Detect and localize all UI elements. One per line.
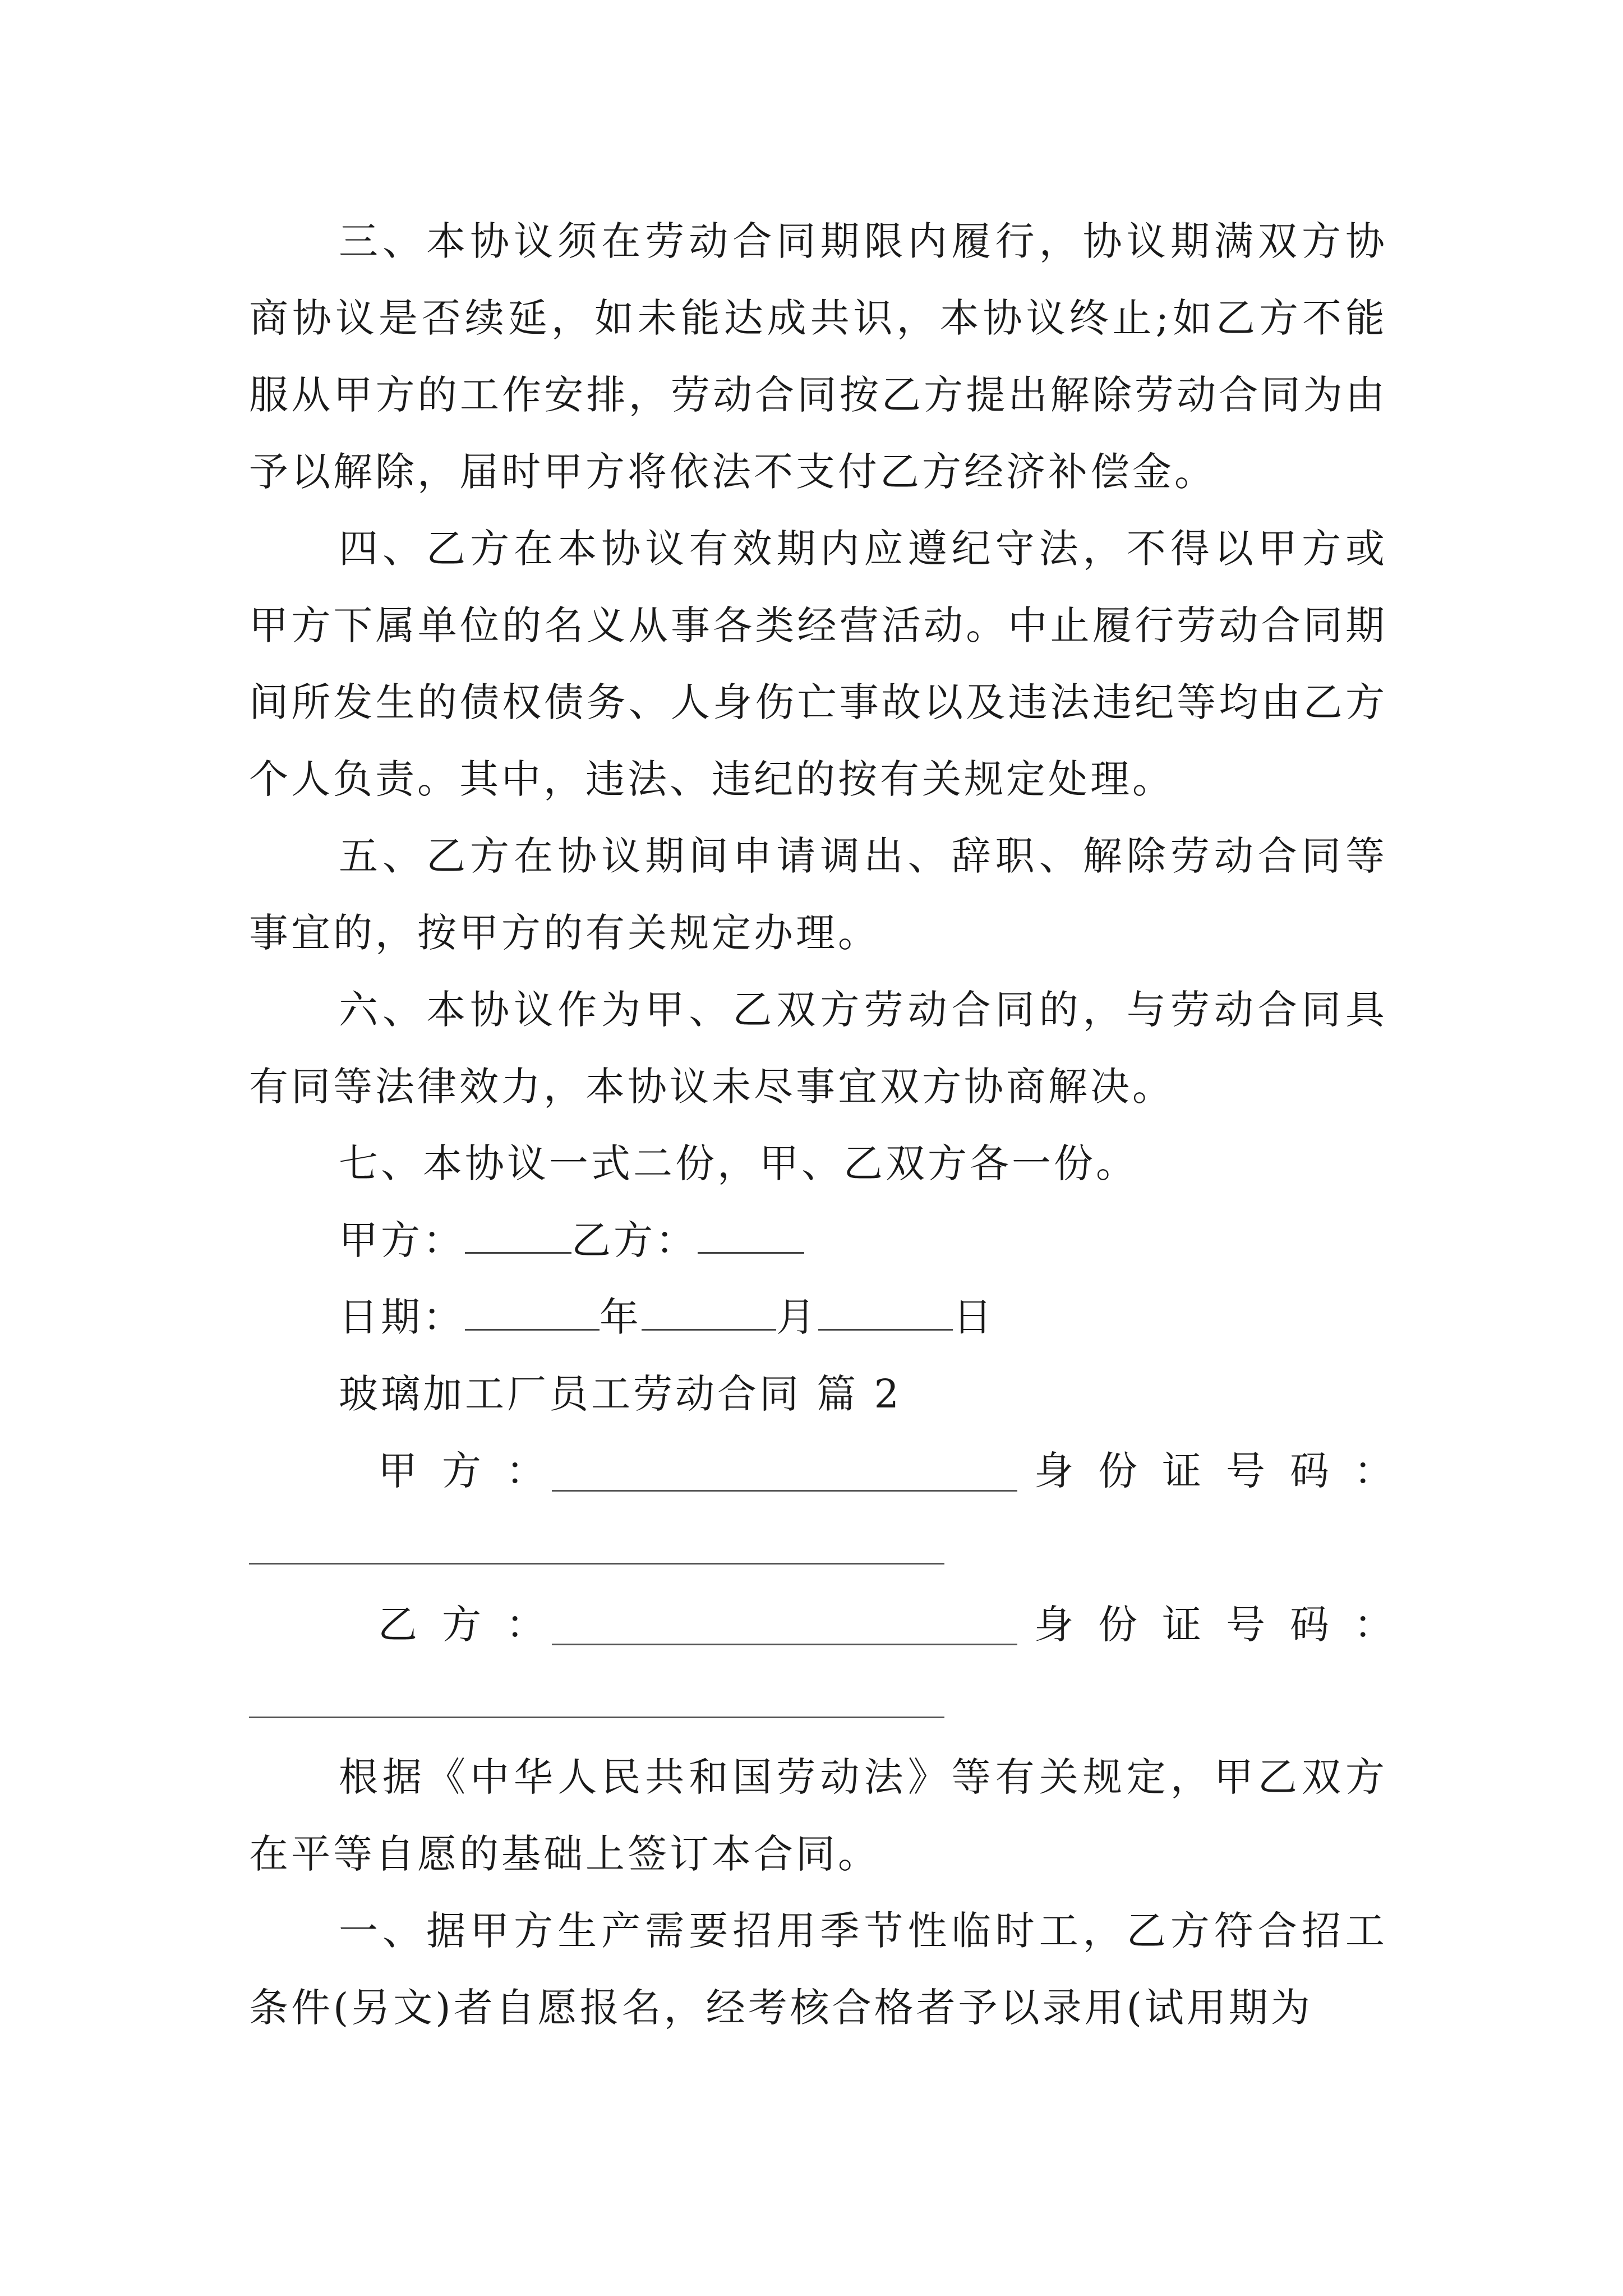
signature-parties-line: [339, 1202, 804, 1279]
contract-2-party-b-label: 乙方：: [378, 1602, 570, 1648]
year-blank[interactable]: [465, 1295, 600, 1331]
contract-2-party-b-id-blank[interactable]: [249, 1717, 944, 1718]
contract-2-party-a-blank[interactable]: [552, 1490, 1017, 1492]
contract-2-clause-1: 一、据甲方生产需要招用季节性临时工，乙方符合招工条件(另文)者自愿报名，经考核合格者予以录用(试用期为: [249, 1908, 1387, 2031]
contract-2-party-b-row: [249, 1586, 1418, 1663]
day-blank[interactable]: [818, 1295, 953, 1331]
paragraph-clause-5: 五、乙方在协议期间申请调出、辞职、解除劳动合同等事宜的，按甲方的有关规定办理。: [249, 833, 1387, 956]
party-b-blank[interactable]: [698, 1218, 804, 1254]
month-label: 月: [776, 1294, 818, 1340]
paragraph-clause-3: 三、本协议须在劳动合同期限内履行，协议期满双方协商协议是否续延，如未能达成共识，本协议终止;如乙方不能服从甲方的工作安排，劳动合同按乙方提出解除劳动合同为由予以解除，届时甲方将依法不支付乙方经济补偿金。: [249, 218, 1387, 495]
contract-2-intro: 根据《中华人民共和国劳动法》等有关规定，甲乙双方在平等自愿的基础上签订本合同。: [249, 1754, 1387, 1877]
contract-2-party-a-id-blank[interactable]: [249, 1563, 944, 1565]
party-a-blank[interactable]: [465, 1218, 571, 1254]
contract-2-party-b-id-label: 身份证号码：: [1034, 1602, 1418, 1648]
contract-2-party-a-row: [249, 1433, 1418, 1510]
contract-2-title: 玻璃加工厂员工劳动合同 篇 2: [339, 1371, 902, 1417]
date-label: 日期：: [339, 1294, 465, 1340]
paragraph-clause-7: 七、本协议一式二份，甲、乙双方各一份。: [339, 1140, 1138, 1186]
party-a-label: 甲方：: [339, 1217, 465, 1263]
paragraph-clause-6: 六、本协议作为甲、乙双方劳动合同的，与劳动合同具有同等法律效力，本协议未尽事宜双方协商解决。: [249, 987, 1387, 1110]
party-b-label: 乙方：: [571, 1217, 698, 1263]
paragraph-clause-4: 四、乙方在本协议有效期内应遵纪守法，不得以甲方或甲方下属单位的名义从事各类经营活动。中止履行劳动合同期间所发生的债权债务、人身伤亡事故以及违法违纪等均由乙方个人负责。其中，违法、违纪的按有关规定处理。: [249, 526, 1387, 802]
contract-2-party-a-id-label: 身份证号码：: [1034, 1448, 1418, 1494]
signature-date-line: [339, 1279, 995, 1356]
year-label: 年: [600, 1294, 642, 1340]
contract-2-party-b-blank[interactable]: [552, 1644, 1017, 1645]
day-label: 日: [953, 1294, 995, 1340]
contract-2-party-a-label: 甲方：: [378, 1448, 570, 1494]
month-blank[interactable]: [642, 1295, 776, 1331]
